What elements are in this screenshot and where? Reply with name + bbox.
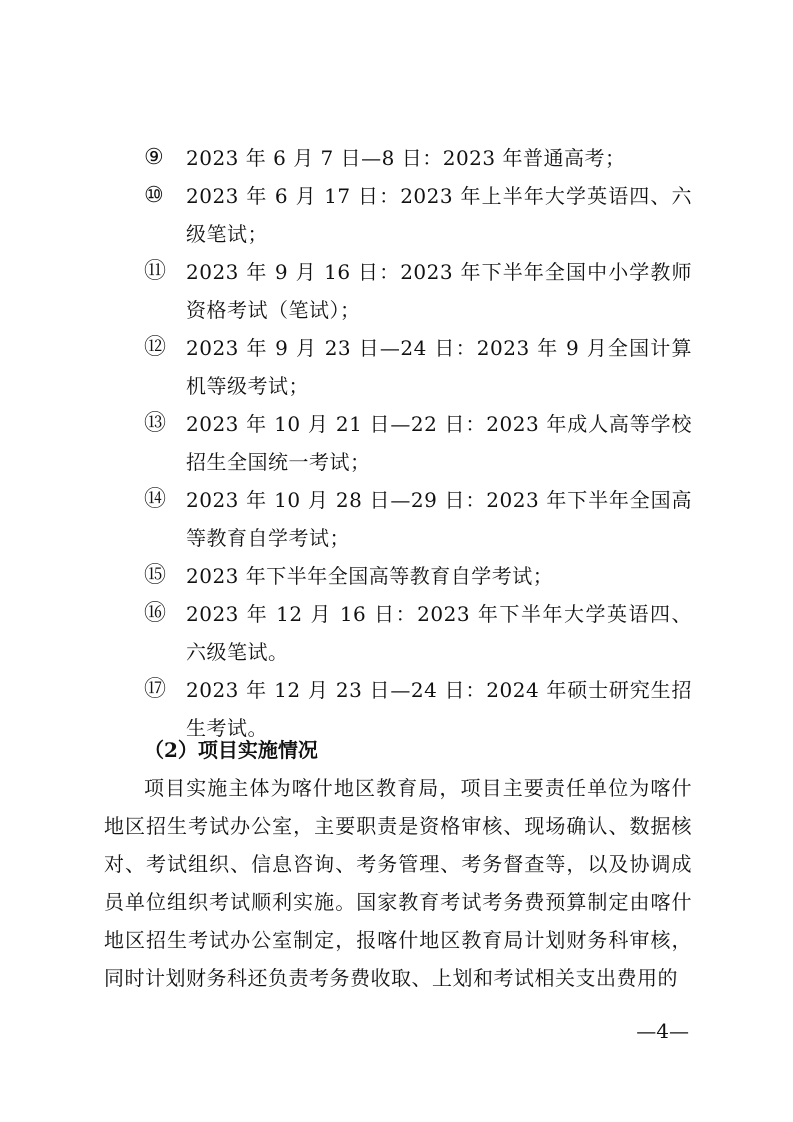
list-item-number: ⑬: [144, 411, 167, 436]
list-item-number: ⑪: [144, 259, 167, 284]
list-item-number: ⑯: [144, 601, 167, 626]
list-item-number: ⑩: [144, 183, 164, 208]
list-item: [144, 329, 692, 405]
list-item: [144, 139, 692, 177]
list-item-text: 2023 年 12 月 16 日：2023 年下半年大学英语四、六级笔试。: [186, 602, 692, 664]
list-item-text: 2023 年 6 月 17 日：2023 年上半年大学英语四、六级笔试；: [186, 184, 692, 246]
list-item-number: ⑮: [144, 563, 167, 588]
list-item: [144, 481, 692, 557]
list-item-text: 2023 年 9 月 16 日：2023 年下半年全国中小学教师资格考试（笔试）；: [186, 260, 692, 322]
list-item-text: 2023 年 10 月 21 日—22 日：2023 年成人高等学校招生全国统一考试；: [186, 412, 692, 474]
list-item: [144, 557, 692, 595]
list-item-number: ⑭: [144, 487, 167, 512]
list-item-number: ⑫: [144, 335, 167, 360]
list-item: [144, 405, 692, 481]
list-item-text: 2023 年下半年全国高等教育自学考试；: [186, 564, 554, 588]
exam-schedule-list: [144, 139, 692, 747]
list-item: [144, 177, 692, 253]
section-heading: （2）项目实施情况: [144, 738, 318, 762]
list-item: [144, 595, 692, 671]
body-paragraph: 项目实施主体为喀什地区教育局，项目主要责任单位为喀什地区招生考试办公室，主要职责是资格审核、现场确认、数据核对、考试组织、信息咨询、考务管理、考务督查等，以及协调成员单位组织考试顺利实施。国家教育考试考务费预算制定由喀什地区招生考试办公室制定，报喀什地区教育局计划财务科审核，同时计划财务科还负责考务费收取、上划和考试相关支出费用的: [104, 776, 692, 990]
list-item-text: 2023 年 9 月 23 日—24 日：2023 年 9 月全国计算机等级考试；: [186, 336, 692, 398]
list-item: [144, 253, 692, 329]
list-item-text: 2023 年 10 月 28 日—29 日：2023 年下半年全国高等教育自学考试；: [186, 488, 692, 550]
list-item-text: 2023 年 12 月 23 日—24 日：2024 年硕士研究生招生考试。: [186, 678, 692, 740]
page-number: —4—: [636, 1019, 689, 1043]
list-item-number: ⑰: [144, 677, 167, 702]
list-item-number: ⑨: [144, 145, 164, 170]
list-item-text: 2023 年 6 月 7 日—8 日：2023 年普通高考；: [186, 146, 626, 170]
